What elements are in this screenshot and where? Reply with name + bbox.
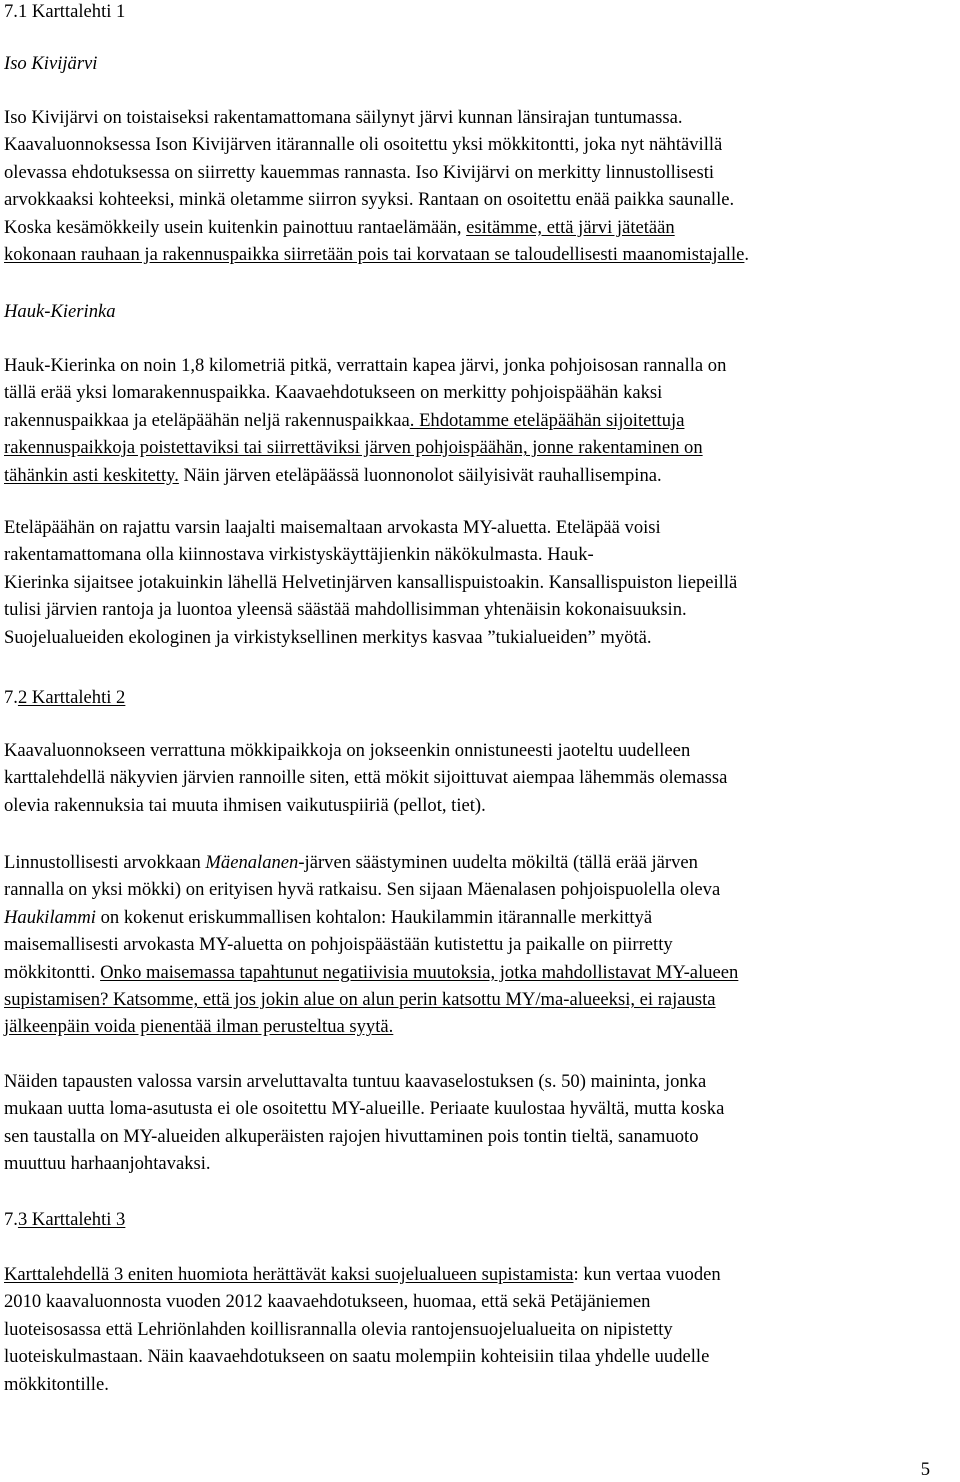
text-run: 7. bbox=[4, 687, 18, 708]
page-number: 5 bbox=[920, 1459, 930, 1480]
paragraph-line bbox=[4, 596, 687, 623]
text-run: olevassa ehdotuksessa on siirretty kauemmas rannasta. Iso Kivijärvi on merkitty linnustollisesti bbox=[4, 161, 715, 183]
text-run: Kaavaluonnokseen verrattuna mökkipaikkoja on jokseenkin onnistuneesti jaoteltu uudelleen bbox=[4, 740, 691, 761]
paragraph-line bbox=[4, 904, 652, 931]
text-run: Kaavaluonnoksessa Ison Kivijärven itärannalle oli osoitettu yksi mökkitontti, joka nyt nähtävillä bbox=[4, 134, 723, 156]
paragraph-line bbox=[4, 876, 720, 903]
paragraph-line bbox=[4, 514, 661, 541]
text-run: maisemallisesti arvokasta MY-aluetta on pohjoispäästään kutistettu ja paikalle on piirretty bbox=[4, 934, 673, 956]
text-run: mökkitontille. bbox=[4, 1373, 109, 1395]
paragraph-line bbox=[4, 1013, 393, 1040]
subheading-iso-kivijarvi: Iso Kivijärvi bbox=[4, 53, 98, 74]
paragraph-line bbox=[4, 1150, 211, 1177]
paragraph-line bbox=[4, 352, 726, 379]
text-run: Näin järven eteläpäässä luonnonolot säilyisivät rauhallisempina. bbox=[178, 464, 662, 486]
section-heading-7-1: 7.1 Karttalehti 1 bbox=[4, 1, 126, 22]
text-run: luoteiskulmastaan. Näin kaavaehdotukseen on saatu molempiin kohteisiin tilaa yhdelle uudelle bbox=[4, 1346, 710, 1368]
underlined-text: supistamisen? Katsomme, että jos jokin alue on alun perin katsottu MY/ma-alueeksi, ei rajausta bbox=[4, 989, 716, 1010]
underlined-text: rakennuspaikkoja poistettaviksi tai siirrettäviksi järven pohjoispäähän, jonne rakentaminen on bbox=[4, 437, 703, 459]
paragraph-line bbox=[4, 159, 714, 186]
text-run: Iso Kivijärvi on toistaiseksi rakentamattomana säilynyt järvi kunnan länsirajan tuntumassa. bbox=[4, 107, 683, 128]
paragraph-line bbox=[4, 1371, 109, 1398]
text-run: 2010 kaavaluonnosta vuoden 2012 kaavaehdotukseen, huomaa, että sekä Petäjäniemen bbox=[4, 1291, 651, 1313]
paragraph-line bbox=[4, 462, 662, 489]
paragraph-line bbox=[4, 1288, 650, 1315]
paragraph-line bbox=[4, 1068, 706, 1095]
text-run: rakennuspaikkaa ja eteläpäähän neljä rakennuspaikkaa bbox=[4, 409, 410, 431]
paragraph-line bbox=[4, 959, 738, 986]
underlined-text: tähänkin asti keskitetty. bbox=[4, 464, 179, 486]
underlined-text: . Ehdotamme eteläpäähän sijoitettuja bbox=[409, 409, 685, 431]
paragraph-line bbox=[4, 1261, 721, 1288]
text-run: luoteisosassa että Lehriönlahden koillisrannalla olevia rantojensuojelualueita on nipistetty bbox=[4, 1318, 673, 1340]
text-run: Hauk-Kierinka on noin 1,8 kilometriä pitkä, verrattain kapea järvi, jonka pohjoisosan rannalla on bbox=[4, 355, 727, 376]
paragraph-line bbox=[4, 131, 722, 158]
text-run: rakentamattomana olla kiinnostava virkistyskäyttäjienkin näkökulmasta. Hauk- bbox=[4, 544, 594, 566]
text-run: tällä erää yksi lomarakennuspaikka. Kaavaehdotukseen on merkitty pohjoispäähän kaksi bbox=[4, 382, 663, 404]
text-run: -järven säästyminen uudelta mökiltä (tällä erää järven bbox=[298, 852, 698, 873]
paragraph-line bbox=[4, 792, 486, 819]
text-run: Linnustollisesti arvokkaan bbox=[4, 852, 206, 873]
heading-line bbox=[4, 684, 125, 711]
paragraph-line bbox=[4, 214, 675, 241]
subheading-hauk-kierinka: Hauk-Kierinka bbox=[4, 301, 116, 322]
paragraph-line bbox=[4, 986, 716, 1013]
paragraph-line bbox=[4, 407, 684, 434]
paragraph-line bbox=[4, 764, 727, 791]
text-run: arvokkaaksi kohteeksi, minkä oletamme siirron syyksi. Rantaan on osoitettu enää paikka saunalle. bbox=[4, 189, 735, 211]
paragraph-line bbox=[4, 737, 690, 764]
text-run: olevia rakennuksia tai muuta ihmisen vaikutuspiiriä (pellot, tiet). bbox=[4, 794, 486, 816]
paragraph-line bbox=[4, 1316, 673, 1343]
text-run: sen taustalla on MY-alueiden alkuperäisten rajojen hivuttaminen pois tontin tieltä, sanamuoto bbox=[4, 1125, 699, 1147]
text-run: mukaan uutta loma-asutusta ei ole osoitettu MY-alueille. Periaate kuulostaa hyvältä, mutta koska bbox=[4, 1098, 725, 1120]
paragraph-line bbox=[4, 104, 683, 131]
text-run: karttalehdellä näkyvien järvien rannoille siten, että mökit sijoittuvat aiempaa lähemmäs olemassa bbox=[4, 767, 728, 789]
paragraph-line bbox=[4, 1343, 709, 1370]
underlined-text: kokonaan rauhaan ja rakennuspaikka siirretään pois tai korvataan se taloudellisesti maanomistajalle bbox=[4, 244, 745, 265]
underlined-text: jälkeenpäin voida pienentää ilman perusteltua syytä. bbox=[4, 1016, 394, 1038]
italic-text: Haukilammi bbox=[4, 906, 96, 928]
text-run: Koska kesämökkeily usein kuitenkin painottuu rantaelämään, bbox=[4, 216, 467, 238]
paragraph-line bbox=[4, 379, 662, 406]
underlined-text: Onko maisemassa tapahtunut negatiivisia muutoksia, jotka mahdollistavat MY-alueen bbox=[100, 961, 739, 983]
text-run: Suojelualueiden ekologinen ja virkistyksellinen merkitys kasvaa ”tukialueiden” myötä. bbox=[4, 626, 652, 648]
paragraph-line bbox=[4, 1095, 724, 1122]
text-run: Eteläpäähän on rajattu varsin laajalti maisemaltaan arvokasta MY-aluetta. Eteläpää voisi bbox=[4, 517, 661, 538]
text-run: . bbox=[744, 244, 750, 265]
text-run: 7. bbox=[4, 1209, 18, 1230]
text-run: rannalla on yksi mökki) on erityisen hyvä ratkaisu. Sen sijaan Mäenalasen pohjoispuolella oleva bbox=[4, 879, 721, 901]
underlined-text: Karttalehdellä 3 eniten huomiota herättävät kaksi suojelualueen supistamista bbox=[4, 1264, 574, 1285]
text-run: tulisi järvien rantoja ja luontoa yleensä säästää mahdollisimman yhtenäisin kokonaisuuksin. bbox=[4, 599, 687, 621]
text-run: mökkitontti. bbox=[4, 961, 101, 983]
text-run: : kun vertaa vuoden bbox=[573, 1264, 721, 1285]
paragraph-line bbox=[4, 541, 594, 568]
paragraph-line bbox=[4, 624, 652, 651]
paragraph-line bbox=[4, 434, 703, 461]
text-run: on kokenut eriskummallisen kohtalon: Haukilammin itärannalle merkittyä bbox=[95, 906, 653, 928]
text-run: muuttuu harhaanjohtavaksi. bbox=[4, 1153, 211, 1175]
underlined-text: esitämme, että järvi jätetään bbox=[466, 216, 675, 238]
paragraph-line bbox=[4, 569, 737, 596]
italic-text: Mäenalanen bbox=[205, 852, 299, 873]
paragraph-line bbox=[4, 849, 698, 876]
paragraph-line bbox=[4, 931, 673, 958]
paragraph-line bbox=[4, 241, 749, 268]
heading-line bbox=[4, 1206, 125, 1233]
underlined-text: 2 Karttalehti 2 bbox=[17, 687, 126, 708]
paragraph-line bbox=[4, 186, 734, 213]
text-run: Näiden tapausten valossa varsin arveluttavalta tuntuu kaavaselostuksen (s. 50) maininta, jonka bbox=[4, 1071, 707, 1092]
paragraph-line bbox=[4, 1123, 699, 1150]
text-run: Kierinka sijaitsee jotakuinkin lähellä Helvetinjärven kansallispuistoakin. Kansallispuiston liepeillä bbox=[4, 571, 738, 593]
underlined-text: 3 Karttalehti 3 bbox=[17, 1209, 126, 1230]
